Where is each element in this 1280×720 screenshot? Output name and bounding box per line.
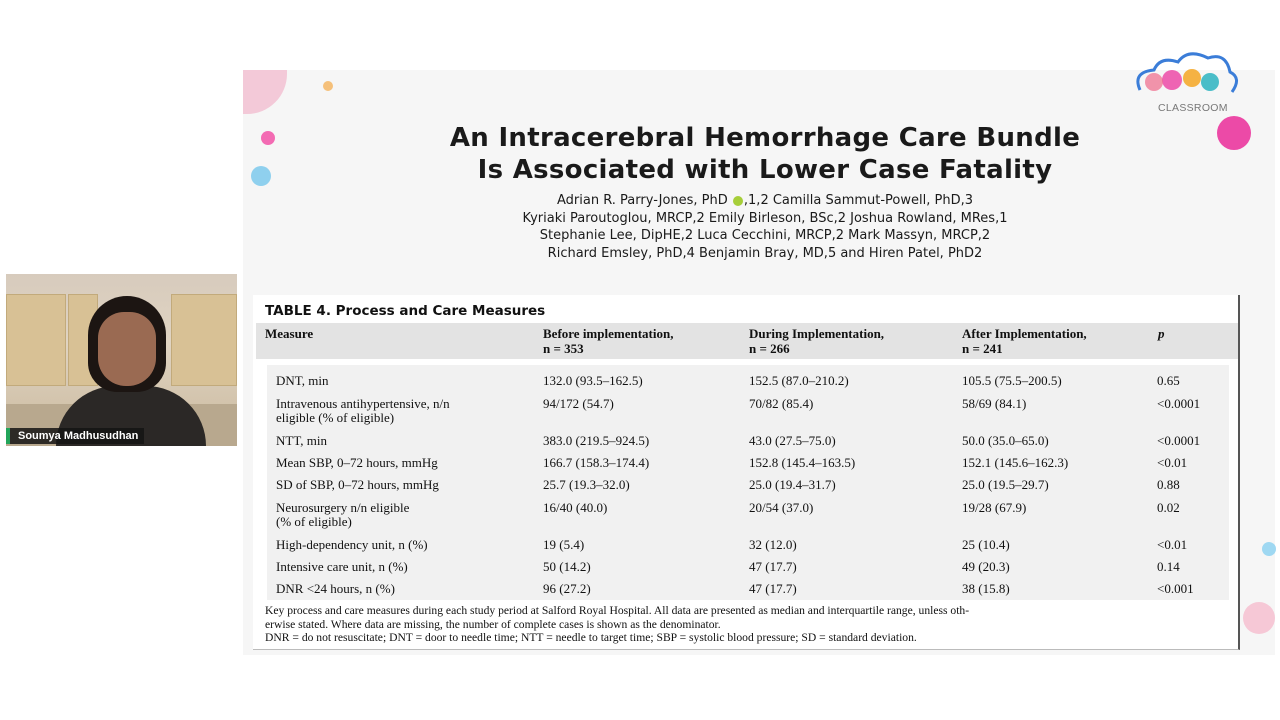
cell-during: 20/54 (37.0) <box>749 500 814 515</box>
author-line-4: Richard Emsley, PhD,4 Benjamin Bray, MD,5 and Hiren Patel, PhD2 <box>547 245 983 261</box>
author-line-3: Stephanie Lee, DipHE,2 Luca Cecchini, MRCP,2 Mark Massyn, MRCP,2 <box>539 228 991 243</box>
cell-p: <0.001 <box>1157 581 1194 596</box>
cell-after: 25 (10.4) <box>962 537 1010 552</box>
cell-measure <box>276 397 450 425</box>
cell-p: <0.01 <box>1157 455 1188 470</box>
cell-before: 96 (27.2) <box>543 581 591 596</box>
logo-text: CLASSROOM <box>1158 102 1228 114</box>
author-line-2: Kyriaki Paroutoglou, MRCP,2 Emily Birleson, BSc,2 Joshua Rowland, MRes,1 <box>522 210 1008 226</box>
cell-after: 50.0 (35.0–65.0) <box>962 433 1049 448</box>
cell-during: 47 (17.7) <box>749 559 797 574</box>
table-footnote <box>265 604 1235 645</box>
cell-after: 19/28 (67.9) <box>962 500 1027 515</box>
cell-during: 152.8 (145.4–163.5) <box>749 455 856 470</box>
header-after-label: After Implementation, <box>962 326 1087 341</box>
cell-after: 105.5 (75.5–200.5) <box>962 373 1062 388</box>
decor-dot-blue-right <box>1262 542 1276 556</box>
cell-p: <0.01 <box>1157 537 1188 552</box>
header-during-n: n = 266 <box>749 341 790 356</box>
cell-p: <0.0001 <box>1157 396 1201 411</box>
cell-during: 25.0 (19.4–31.7) <box>749 477 836 492</box>
cell-measure: High-dependency unit, n (%) <box>276 537 428 552</box>
cell-measure: Intensive care unit, n (%) <box>276 559 408 574</box>
presenter-face <box>98 312 156 386</box>
author-1-name: Adrian R. Parry-Jones, PhD <box>557 193 728 208</box>
header-before <box>543 326 673 356</box>
decor-dot-orange <box>323 81 333 91</box>
orcid-icon <box>733 196 743 206</box>
decor-dot-blue <box>251 166 271 186</box>
cell-measure: NTT, min <box>276 433 328 448</box>
cell-measure: DNT, min <box>276 373 329 388</box>
cell-p: 0.02 <box>1157 500 1180 515</box>
author-line-1 <box>330 192 1200 210</box>
cell-measure: Mean SBP, 0–72 hours, mmHg <box>276 455 438 470</box>
cell-before: 132.0 (93.5–162.5) <box>543 373 643 388</box>
presenter-name-label: Soumya Madhusudhan <box>6 428 144 444</box>
cell-measure: DNR <24 hours, n (%) <box>276 581 395 596</box>
header-measure: Measure <box>265 326 314 341</box>
footnote-line-3: DNR = do not resuscitate; DNT = door to needle time; NTT = needle to target time; SBP = systolic blood pressure; SD = standard deviation. <box>265 631 917 644</box>
header-before-n: n = 353 <box>543 341 584 356</box>
cell-measure: SD of SBP, 0–72 hours, mmHg <box>276 477 439 492</box>
process-care-table <box>253 295 1240 650</box>
cell-before: 16/40 (40.0) <box>543 500 608 515</box>
cell-p: 0.14 <box>1157 559 1180 574</box>
author-line-1-rest: ,1,2 Camilla Sammut-Powell, PhD,3 <box>743 193 973 208</box>
cell-during: 32 (12.0) <box>749 537 797 552</box>
table-body <box>267 365 1229 600</box>
header-before-label: Before implementation, <box>543 326 674 341</box>
cell-during: 43.0 (27.5–75.0) <box>749 433 836 448</box>
cell-before: 383.0 (219.5–924.5) <box>543 433 650 448</box>
header-during <box>749 326 884 356</box>
cell-measure <box>276 501 409 529</box>
cell-during: 70/82 (85.4) <box>749 396 814 411</box>
background-cabinet <box>171 294 237 386</box>
cell-after: 49 (20.3) <box>962 559 1010 574</box>
cell-p: <0.0001 <box>1157 433 1201 448</box>
cell-measure-line2: eligible (% of eligible) <box>276 410 395 425</box>
cell-before: 25.7 (19.3–32.0) <box>543 477 630 492</box>
cell-before: 50 (14.2) <box>543 559 591 574</box>
cell-measure-line1: Neurosurgery n/n eligible <box>276 500 410 515</box>
footnote-line-2: erwise stated. Where data are missing, the number of complete cases is shown as the denominator. <box>265 617 721 631</box>
cell-during: 152.5 (87.0–210.2) <box>749 373 849 388</box>
background-cabinet <box>6 294 66 386</box>
cell-after: 38 (15.8) <box>962 581 1010 596</box>
table-title: TABLE 4. Process and Care Measures <box>265 303 546 319</box>
cell-before: 94/172 (54.7) <box>543 396 614 411</box>
cell-measure-line1: Intravenous antihypertensive, n/n <box>276 396 450 411</box>
header-after-n: n = 241 <box>962 341 1003 356</box>
decor-dot-pink-right <box>1243 602 1275 634</box>
cell-before: 19 (5.4) <box>543 537 585 552</box>
cell-after: 152.1 (145.6–162.3) <box>962 455 1069 470</box>
cell-after: 58/69 (84.1) <box>962 396 1027 411</box>
decor-dot-pink <box>261 131 275 145</box>
cell-measure-line2: (% of eligible) <box>276 514 352 529</box>
cell-p: 0.65 <box>1157 373 1180 388</box>
cell-before: 166.7 (158.3–174.4) <box>543 455 650 470</box>
footnote-line-1: Key process and care measures during each study period at Salford Royal Hospital. All data are presented as median and interquartile range, unless oth- <box>265 604 970 617</box>
table-header <box>256 323 1238 359</box>
cell-p: 0.88 <box>1157 477 1180 492</box>
header-after <box>962 326 1087 356</box>
title-line-2: Is Associated with Lower Case Fatality <box>477 155 1053 185</box>
title-line-1: An Intracerebral Hemorrhage Care Bundle <box>449 123 1081 153</box>
presenter-video-tile[interactable] <box>6 274 237 446</box>
cell-during: 47 (17.7) <box>749 581 797 596</box>
cell-after: 25.0 (19.5–29.7) <box>962 477 1049 492</box>
author-list <box>330 192 1200 262</box>
paper-title <box>290 122 1240 186</box>
header-during-label: During Implementation, <box>749 326 885 341</box>
header-p: p <box>1158 326 1165 341</box>
